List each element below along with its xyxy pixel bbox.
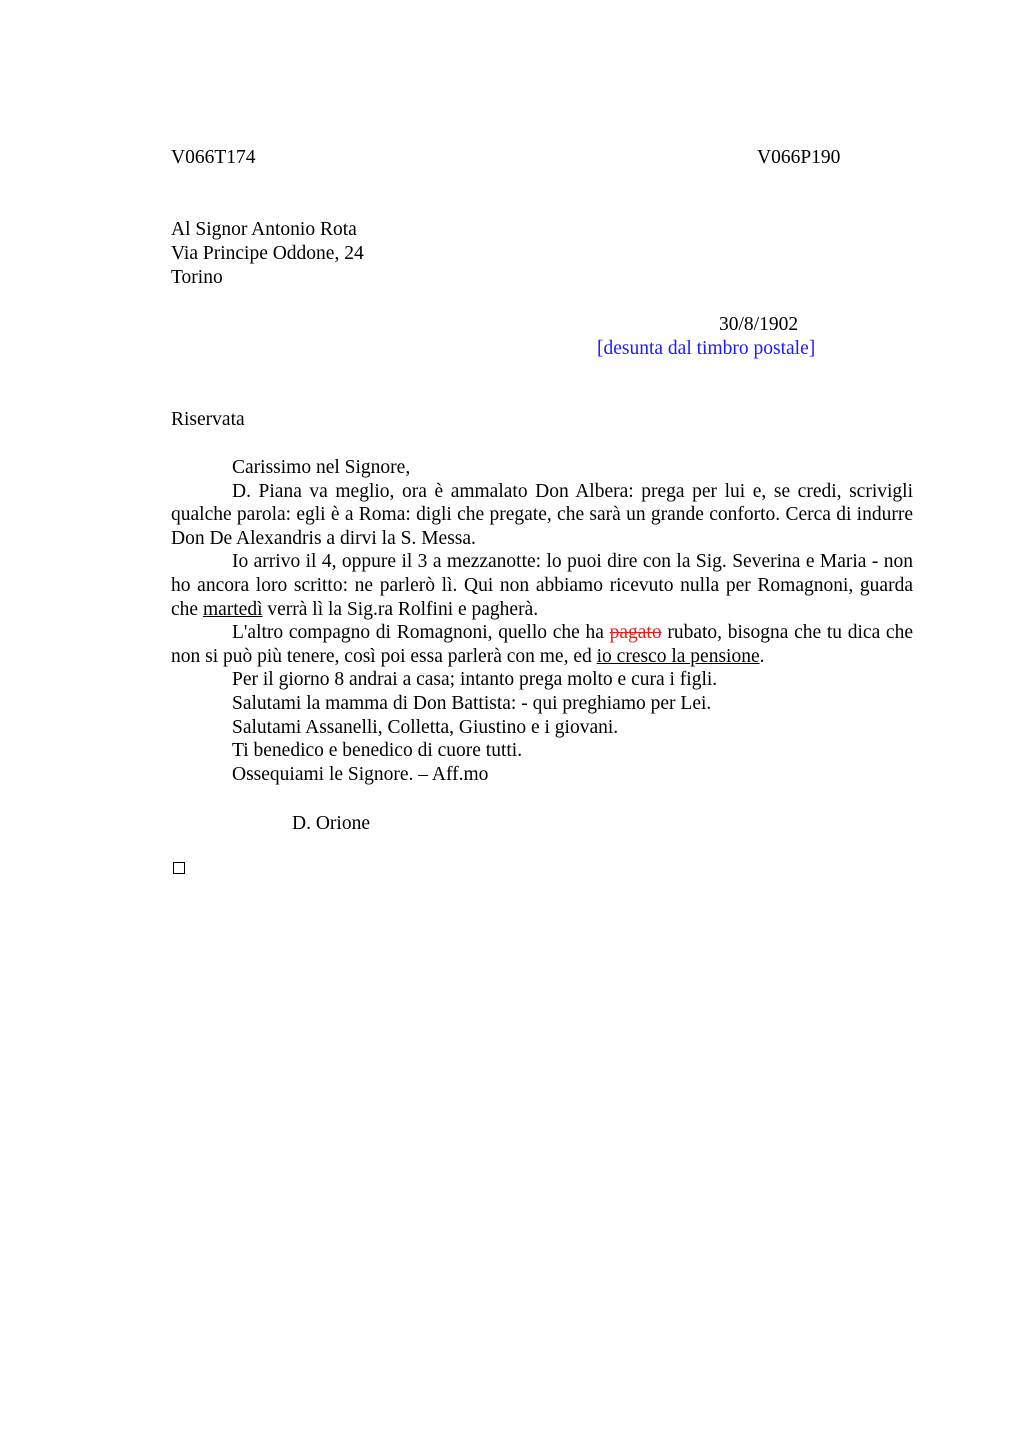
underlined-martedi: martedì bbox=[202, 598, 263, 620]
paragraph-3-text-a: L'altro compagno di Romagnoni, quello che ha bbox=[232, 622, 610, 644]
underlined-pensione: io cresco la pensione bbox=[596, 645, 760, 667]
paragraph-3 bbox=[171, 621, 913, 668]
paragraph-2-text-a: Io arrivo il 4, oppure il 3 a mezzanotte: lo puoi dire con la Sig. Severina e Maria - non ho ancora loro scritto: ne parlerò lì. Qui non abbiamo ricevuto nulla per Romagnoni, guarda che bbox=[171, 551, 913, 620]
paragraph-3-text-c: . bbox=[759, 645, 765, 667]
address-city: Torino bbox=[171, 267, 223, 288]
paragraph-1: D. Piana va meglio, ora è ammalato Don Albera: prega per lui e, se credi, scrivigli qualche parola: egli è a Roma: digli che pregate, che sarà un grande conforto. Cerca di indurre Don De Alexandris a dirvi la S. Messa. bbox=[171, 480, 913, 549]
paragraph-3-text-b: rubato, bisogna che tu dica che non si può più tenere, così poi essa parlerà con me, ed bbox=[171, 622, 913, 667]
paragraph-7: Ti benedico e benedico di cuore tutti. bbox=[232, 740, 523, 762]
letter-date: 30/8/1902 bbox=[719, 314, 799, 335]
date-source-note: [desunta dal timbro postale] bbox=[597, 338, 816, 359]
paragraph-2-text-b: verrà lì la Sig.ra Rolfini e pagherà. bbox=[262, 598, 539, 620]
confidential-label: Riservata bbox=[171, 409, 245, 430]
address-street: Via Principe Oddone, 24 bbox=[171, 243, 364, 264]
letter-body bbox=[171, 456, 913, 786]
paragraph-2 bbox=[171, 550, 913, 621]
document-code-left: V066T174 bbox=[171, 147, 256, 168]
paragraph-6: Salutami Assanelli, Colletta, Giustino e i giovani. bbox=[232, 716, 619, 738]
empty-checkbox-icon bbox=[173, 862, 185, 874]
paragraph-4: Per il giorno 8 andrai a casa; intanto prega molto e cura i figli. bbox=[232, 669, 718, 691]
paragraph-5: Salutami la mamma di Don Battista: - qui preghiamo per Lei. bbox=[232, 692, 712, 714]
deleted-word: pagato bbox=[609, 622, 662, 644]
paragraph-8: Ossequiami le Signore. – Aff.mo bbox=[232, 763, 489, 785]
salutation: Carissimo nel Signore, bbox=[232, 457, 411, 478]
document-code-right: V066P190 bbox=[757, 147, 841, 168]
signature: D. Orione bbox=[292, 813, 370, 834]
address-recipient: Al Signor Antonio Rota bbox=[171, 219, 357, 240]
